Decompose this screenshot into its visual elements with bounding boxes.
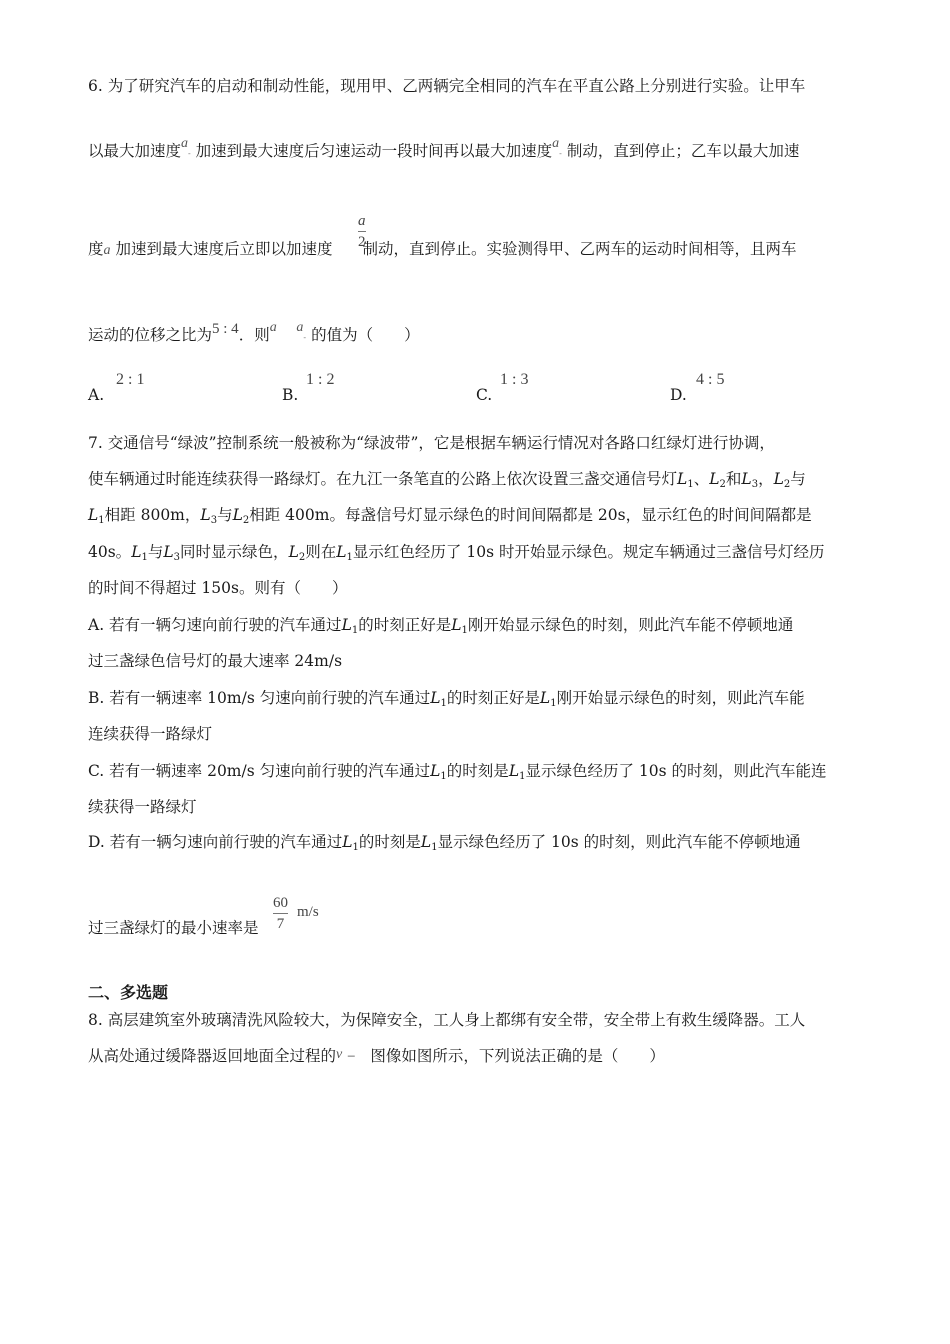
q6-fraction-a-over-2: a 2	[358, 213, 366, 250]
q6-option-c-value: 1 : 3	[500, 371, 529, 388]
q7-line-3: $L_1$相距 800m，$L_3$与$L_2$相距 400m。每盏信号灯显示绿色的时间间隔都是 20s，显示红色的时间间隔都是	[88, 506, 812, 526]
q7-line-4: 40s。$L_1$与$L_3$同时显示绿色，$L_2$则在$L_1$显示红色经历了 10s 时开始显示绿色。规定车辆通过三盏信号灯经历	[88, 543, 825, 563]
q7-option-b-line-2: 连续获得一路绿灯	[88, 725, 213, 743]
q7-option-a-line-1: A. 若有一辆匀速向前行驶的汽车通过$L_1$的时刻正好是$L_1$刚开始显示绿色的时刻，则此汽车能不停顿地通	[88, 616, 794, 636]
symbol-a: a	[552, 136, 560, 151]
q8-line-2: 从高处通过缓降器返回地面全过程的v − 图像如图所示，下列说法正确的是（ ）	[88, 1047, 665, 1065]
q7-option-d-line-1: D. 若有一辆匀速向前行驶的汽车通过$L_1$的时刻是$L_1$显示绿色经历了 10s 的时刻，则此汽车能不停顿地通	[88, 833, 801, 853]
ratio-5-4: 5 : 4	[212, 321, 239, 337]
q7-option-c-line-1: C. 若有一辆速率 20m/s 匀速向前行驶的汽车通过$L_1$的时刻是$L_1$显示绿色经历了 10s 的时刻，则此汽车能连	[88, 762, 827, 782]
section-heading-multiple-choice: 二、多选题	[88, 983, 169, 1002]
q6-option-d-value: 4 : 5	[696, 371, 725, 388]
symbol-v: v	[336, 1047, 343, 1062]
q6-line-3: 度a 加速到最大速度后立即以加速度 制动，直到停止。实验测得甲、乙两车的运动时间相等，且两车	[88, 240, 797, 258]
q7-option-d-line-2: 过三盏绿灯的最小速率是	[88, 919, 259, 937]
q7-line-5: 的时间不得超过 150s。则有（ ）	[88, 579, 348, 597]
symbol-a: a	[103, 243, 111, 258]
q6-option-a-label: A.	[88, 386, 105, 404]
q7-line-2: 使车辆通过时能连续获得一路绿灯。在九江一条笔直的公路上依次设置三盏交通信号灯$L_1$、$L_2$和$L_3$，$L_2$与	[88, 470, 806, 490]
q7-unit-m-per-s: m/s	[297, 904, 319, 920]
q6-option-b-value: 1 : 2	[306, 371, 335, 388]
q8-line-1: 8. 高层建筑室外玻璃清洗风险较大，为保障安全，工人身上都绑有安全带，安全带上有救生缓降器。工人	[88, 1011, 806, 1029]
q6-line-1: 6. 为了研究汽车的启动和制动性能，现用甲、乙两辆完全相同的汽车在平直公路上分别进行实验。让甲车	[88, 77, 806, 95]
q6-option-a-value: 2 : 1	[116, 371, 145, 388]
q6-option-d-label: D.	[670, 386, 687, 404]
q7-option-a-line-2: 过三盏绿色信号灯的最大速率 24m/s	[88, 652, 343, 670]
q7-option-b-line-1: B. 若有一辆速率 10m/s 匀速向前行驶的汽车通过$L_1$的时刻正好是$L_1$刚开始显示绿色的时刻，则此汽车能	[88, 689, 805, 709]
q6-line-2: 以最大加速度a- 加速到最大速度后匀速运动一段时间再以最大加速度a- 制动，直到停止；乙车以最大加速	[88, 136, 800, 160]
q6-option-c-label: C.	[476, 386, 493, 404]
q7-fraction-60-over-7: 60 7	[273, 895, 288, 932]
q6-line-4: 运动的位移之比为5 : 4．则a a- 的值为（ ）	[88, 320, 420, 344]
q7-line-1: 7. 交通信号“绿波”控制系统一般被称为“绿波带”，它是根据车辆运行情况对各路口红绿灯进行协调，	[88, 434, 775, 452]
q6-option-b-label: B.	[282, 386, 299, 404]
symbol-a: a	[181, 136, 189, 151]
q7-option-c-line-2: 续获得一路绿灯	[88, 798, 197, 816]
